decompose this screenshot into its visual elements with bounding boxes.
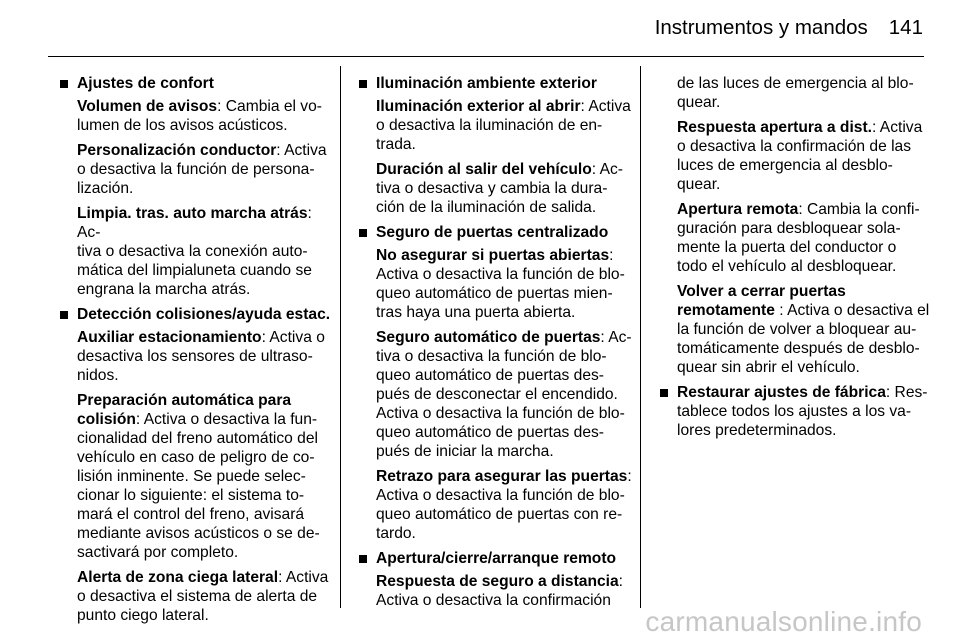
setting-item [660, 282, 940, 377]
column-divider-2 [640, 66, 641, 608]
setting-description: : Activa o desactiva la confirmación [376, 573, 623, 609]
setting-item [660, 118, 940, 194]
setting-item [60, 204, 334, 299]
setting-term: Limpia. tras. auto marcha atrás [77, 205, 308, 222]
section-heading: Ajustes de confort [60, 74, 334, 93]
page-number: 141 [888, 16, 923, 39]
column-3 [660, 74, 940, 444]
setting-item [359, 246, 635, 322]
setting-description: : Ac- tiva o desactiva y cambia la dura- ción de la iluminación de salida. [376, 161, 623, 216]
header-rule [48, 56, 924, 57]
bullet-square-icon [359, 229, 367, 237]
column-2 [359, 74, 635, 616]
setting-description: : Activa o desactiva el la función de volver a bloquear au- tomáticamente después de desblo- quear sin abrir el vehículo. [677, 302, 930, 376]
section-heading: Apertura/cierre/arranque remoto [359, 549, 635, 568]
setting-term: Seguro automático de puertas [376, 329, 601, 346]
setting-description: : Activa o desactiva los sensores de ultraso- nidos. [77, 329, 325, 384]
watermark: carmanualsonline.info [645, 606, 922, 637]
column-divider-1 [340, 66, 341, 608]
bullet-square-icon [60, 311, 68, 319]
bullet-square-icon [359, 80, 367, 88]
setting-description: : Res- tablece todos los ajustes a los va- lores predeterminados. [677, 384, 928, 439]
setting-item [60, 97, 334, 135]
section-heading-inline [660, 383, 940, 440]
setting-term: Personalización conductor [77, 142, 277, 159]
setting-description: : Activa o desactiva la fun- cionalidad del freno automático del vehículo en caso de peligro de co- lisión inminente. Se puede selec- cionar lo siguiente: el sistema to- mará el control del freno, avisará mediante avisos acústicos o se de- sactivará por completo. [77, 411, 320, 561]
bullet-square-icon [359, 555, 367, 563]
setting-term: Respuesta apertura a dist. [677, 119, 872, 136]
setting-continuation [660, 74, 940, 112]
setting-item [359, 328, 635, 461]
setting-item [359, 572, 635, 610]
setting-item [60, 391, 334, 562]
setting-term: Volver a cerrar puertas remotamente [677, 283, 846, 319]
page-header [655, 16, 923, 40]
setting-description: : Activa o desactiva la función de blo- queo automático de puertas mien- tras haya una puerta abierta. [376, 247, 625, 321]
setting-description: : Activa o desactiva el sistema de alerta de punto ciego lateral. [77, 569, 329, 624]
setting-term: Restaurar ajustes de fábrica [677, 384, 886, 401]
setting-item [60, 328, 334, 385]
setting-description: : Ac- tiva o desactiva la conexión auto- mática del limpialuneta cuando se engrana la marcha atrás. [77, 205, 312, 298]
section-heading: Seguro de puertas centralizado [359, 223, 635, 242]
setting-term: Auxiliar estacionamiento [77, 329, 262, 346]
setting-description: de las luces de emergencia al blo- quear. [677, 75, 914, 111]
setting-term: No asegurar si puertas abiertas [376, 247, 610, 264]
setting-item [359, 467, 635, 543]
setting-term: Alerta de zona ciega lateral [77, 569, 279, 586]
setting-item [359, 160, 635, 217]
setting-term: Volumen de avisos [77, 98, 218, 115]
setting-description: : Activa o desactiva la función de blo- queo automático de puertas con re- tardo. [376, 468, 632, 542]
setting-term: Duración al salir del vehículo [376, 161, 592, 178]
bullet-square-icon [60, 80, 68, 88]
setting-description: : Activa o desactiva la confirmación de las luces de emergencia al desblo- quear. [677, 119, 923, 193]
setting-item [660, 200, 940, 276]
setting-term: Respuesta de seguro a distancia [376, 573, 619, 590]
setting-item [359, 97, 635, 154]
setting-item [60, 568, 334, 625]
setting-term: Apertura remota [677, 201, 799, 218]
section-heading: Detección colisiones/ayuda estac. [60, 305, 334, 324]
section-heading: Iluminación ambiente exterior [359, 74, 635, 93]
setting-term: Iluminación exterior al abrir [376, 98, 581, 115]
setting-description: : Cambia la confi- guración para desbloquear sola- mente la puerta del conductor o todo el vehículo al desbloquear. [677, 201, 920, 275]
bullet-square-icon [660, 389, 668, 397]
chapter-title: Instrumentos y mandos [654, 16, 868, 39]
setting-item [60, 141, 334, 198]
setting-description: : Cambia el vo- lumen de los avisos acústicos. [77, 98, 322, 134]
setting-description: : Activa o desactiva la iluminación de en- trada. [376, 98, 631, 153]
setting-description: : Ac- tiva o desactiva la función de blo- queo automático de puertas des- pués de desconectar el encendido. Activa o desactiva la función de blo- queo automático de puertas des- pués de iniciar la marcha. [376, 329, 632, 460]
setting-term: Retrazo para asegurar las puertas [376, 468, 628, 485]
setting-description: : Activa o desactiva la función de persona- lización. [77, 142, 327, 197]
setting-term: Preparación automática para colisión [77, 392, 292, 428]
column-1 [60, 74, 334, 631]
